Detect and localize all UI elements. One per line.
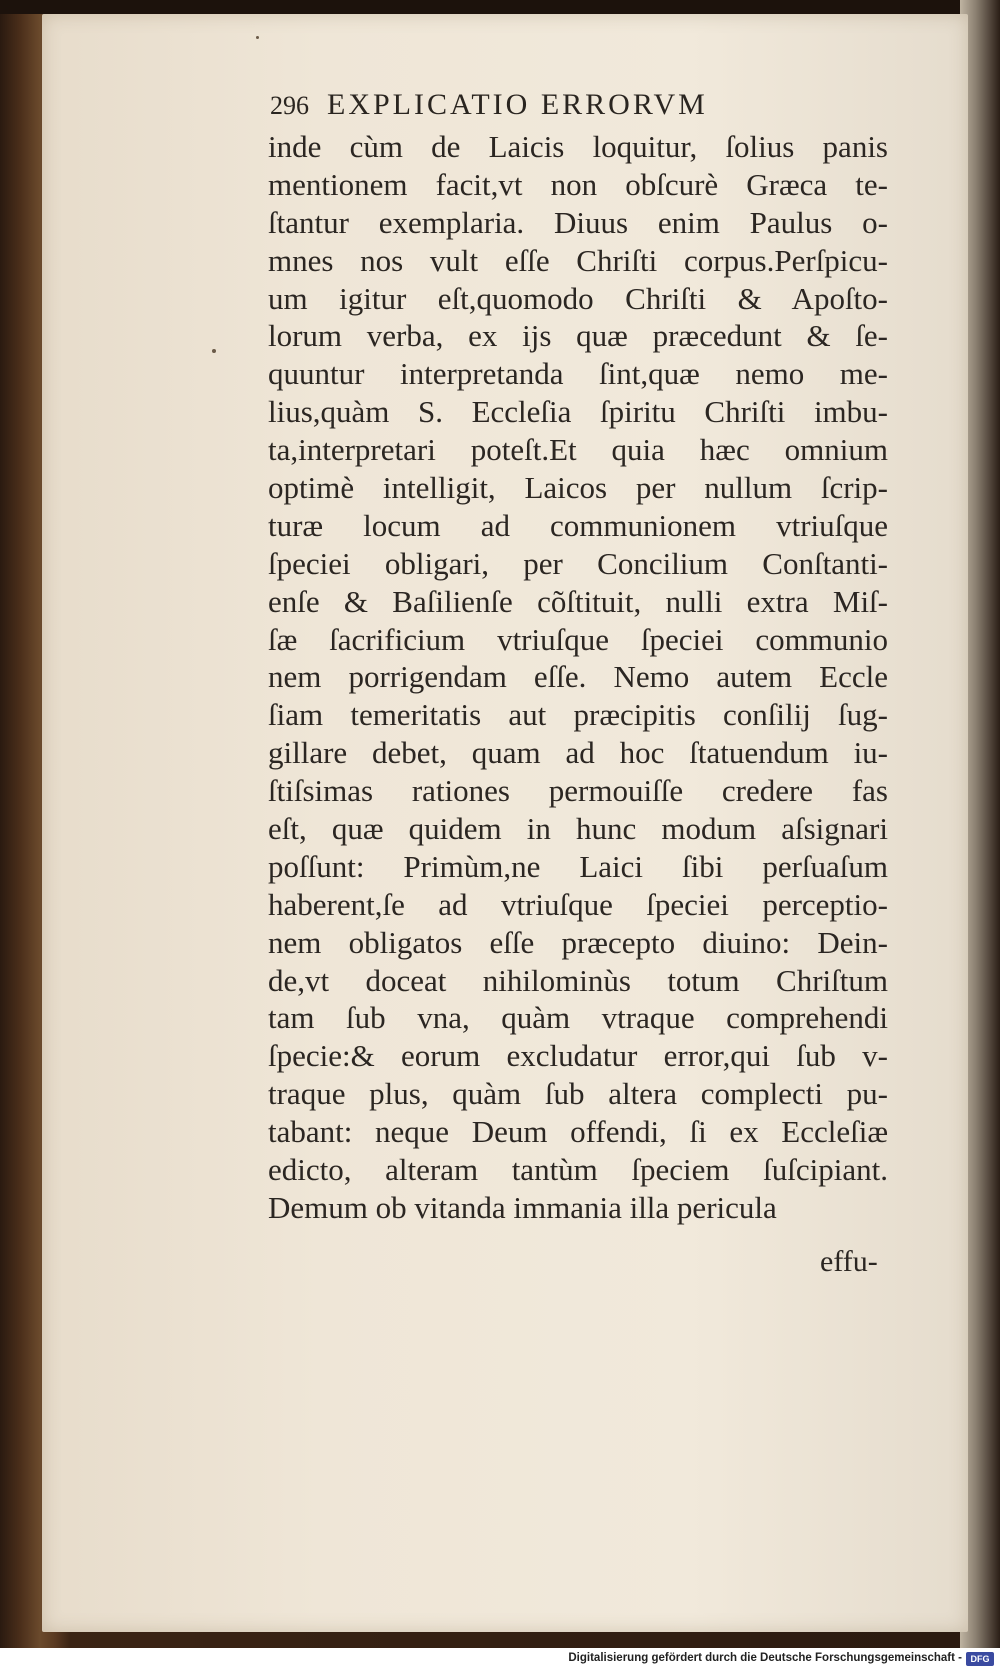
body-text xyxy=(268,128,888,1227)
text-line: poſſunt: Primùm,ne Laici ſibi perſuaſum xyxy=(268,848,888,884)
text-line: tabant: neque Deum offendi, ſi ex Eccleſiæ xyxy=(268,1114,888,1150)
text-line: lius,quàm S. Eccleſia ſpiritu Chriſti imbu- xyxy=(268,394,888,430)
text-line: ſtiſsimas rationes permouiſſe credere fas xyxy=(268,773,888,809)
text-line: turæ locum ad communionem vtriuſque xyxy=(268,507,888,543)
text-line: mnes nos vult eſſe Chriſti corpus.Perſpicu- xyxy=(268,242,888,278)
page-number: 296 xyxy=(270,91,309,120)
running-head xyxy=(270,88,870,122)
text-line: optimè intelligit, Laicos per nullum ſcrip- xyxy=(268,470,888,506)
text-line: traque plus, quàm ſub altera complecti pu- xyxy=(268,1076,888,1112)
text-line: Demum ob vitanda immania illa pericula xyxy=(268,1189,777,1225)
text-line: ſæ ſacrificium vtriuſque ſpeciei communio xyxy=(268,621,888,657)
text-line: lorum verba, ex ijs quæ præcedunt & ſe- xyxy=(268,318,888,354)
text-line: ſpeciei obligari, per Concilium Conſtanti- xyxy=(268,545,888,581)
text-line: haberent,ſe ad vtriuſque ſpeciei perceptio- xyxy=(268,886,888,922)
text-line: um igitur eſt,quomodo Chriſti & Apoſto- xyxy=(268,280,888,316)
text-line: ta,interpretari poteſt.Et quia hæc omnium xyxy=(268,432,888,468)
catchword: effu- xyxy=(820,1245,878,1278)
text-line: mentionem facit,vt non obſcurè Græca te- xyxy=(268,166,888,202)
top-shadow xyxy=(0,0,1000,14)
dfg-logo-icon: DFG xyxy=(966,1652,994,1666)
text-line: ſpecie:& eorum excludatur error,qui ſub v- xyxy=(268,1038,888,1074)
text-line: ſtantur exemplaria. Diuus enim Paulus o- xyxy=(268,204,888,240)
text-line: de,vt doceat nihilominùs totum Chriſtum xyxy=(268,962,888,998)
text-line: enſe & Baſilienſe cõſtituit, nulli extra Miſ- xyxy=(268,583,888,619)
text-line: edicto, alteram tantùm ſpeciem ſuſcipiant. xyxy=(268,1152,888,1188)
running-head-title: EXPLICATIO ERRORVM xyxy=(327,88,708,121)
text-line: gillare debet, quam ad hoc ſtatuendum iu- xyxy=(268,735,888,771)
text-line: tam ſub vna, quàm vtraque comprehendi xyxy=(268,1000,888,1036)
text-line: ſiam temeritatis aut præcipitis conſilij ſug- xyxy=(268,697,888,733)
text-line: quuntur interpretanda ſint,quæ nemo me- xyxy=(268,356,888,392)
text-line: inde cùm de Laicis loquitur, ſolius panis xyxy=(268,129,888,164)
text-line: eſt, quæ quidem in hunc modum aſsignari xyxy=(268,811,888,847)
text-line: nem porrigendam eſſe. Nemo autem Eccle xyxy=(268,659,888,695)
ink-speck xyxy=(212,349,216,353)
text-line: nem obligatos eſſe præcepto diuino: Dein- xyxy=(268,924,888,960)
digitization-footer xyxy=(0,1648,1000,1671)
ink-speck xyxy=(256,36,259,39)
footer-credit: Digitalisierung gefördert durch die Deutsche Forschungsgemeinschaft - xyxy=(568,1652,962,1664)
